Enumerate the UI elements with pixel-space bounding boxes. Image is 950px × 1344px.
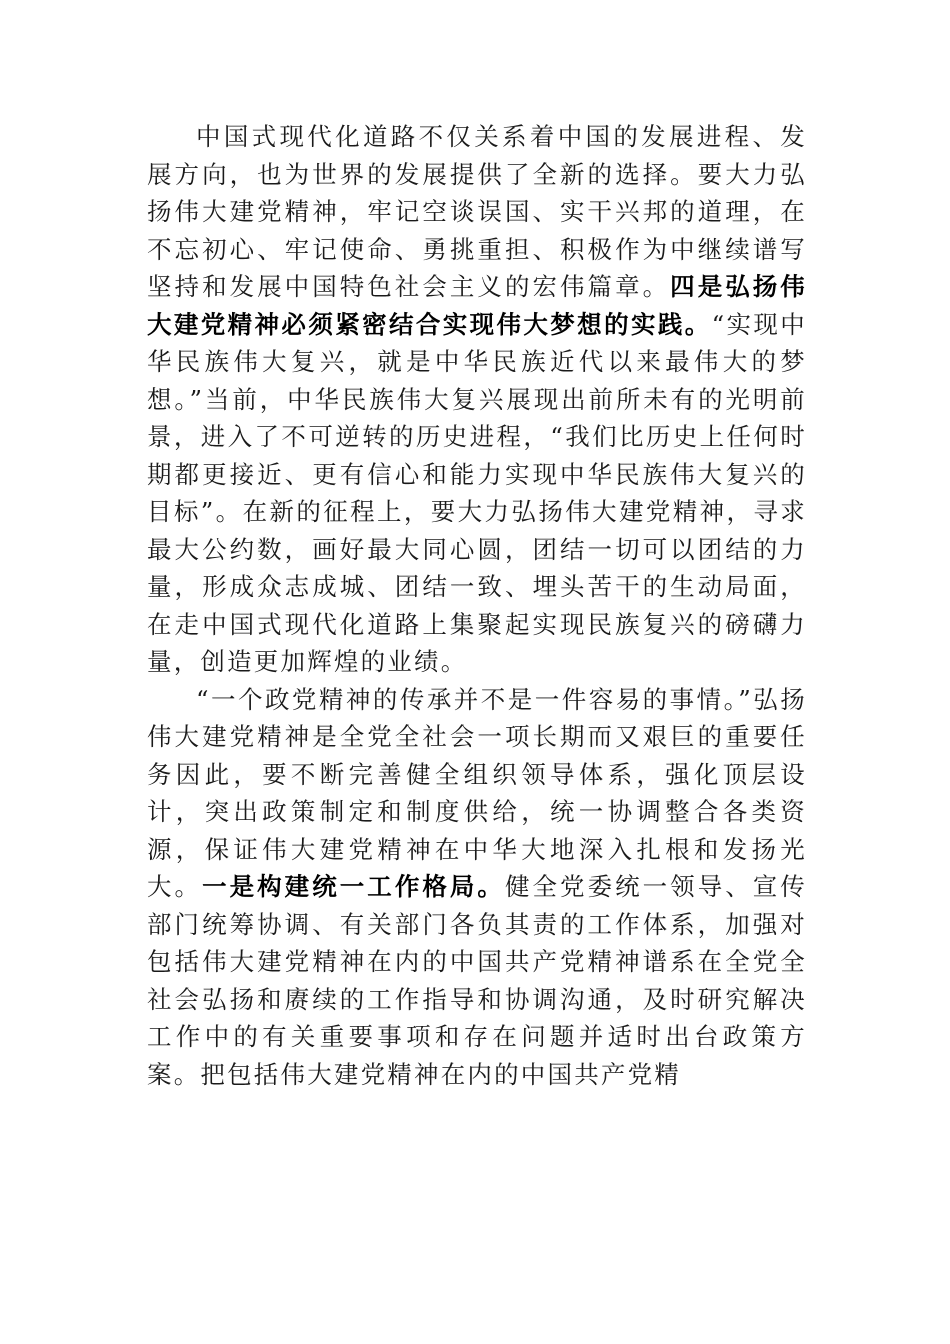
paragraph-2-text-run-1: “一个政党精神的传承并不是一件容易的事情。”弘扬伟大建党精神是全党全社会一项长期而又艰巨的重要任务因此，要不断完善健全组织领导体系，强化顶层设计，突出政策制定和制度供给，统一协调整合各类资源，保证伟大建党精神在中华大地深入扎根和发扬光大。 (147, 684, 807, 901)
paragraph-1-bold-heading: 四是弘扬伟大建党精神必须紧密结合实现伟大梦想的实践。 (147, 272, 807, 339)
paragraph-1-text-run-1: 中国式现代化道路不仅关系着中国的发展进程、发展方向，也为世界的发展提供了全新的选择。要大力弘扬伟大建党精神，牢记空谈误国、实干兴邦的道理，在不忘初心、牢记使命、勇挑重担、积极作为中继续谱写坚持和发展中国特色社会主义的宏伟篇章。 (147, 122, 807, 301)
paragraph-1-text-run-2: “实现中华民族伟大复兴，就是中华民族近代以来最伟大的梦想。”当前，中华民族伟大复兴展现出前所未有的光明前景，进入了不可逆转的历史进程，“我们比历史上任何时期都更接近、更有信心和能力实现中华民族伟大复兴的目标”。在新的征程上，要大力弘扬伟大建党精神，寻求最大公约数，画好最大同心圆，团结一切可以团结的力量，形成众志成城、团结一致、埋头苦干的生动局面，在走中国式现代化道路上集聚起实现民族复兴的磅礴力量，创造更加辉煌的业绩。 (147, 309, 807, 676)
paragraph-2-bold-heading: 一是构建统一工作格局。 (202, 872, 505, 901)
paragraph-2 (147, 681, 807, 1094)
paragraph-1 (147, 118, 807, 681)
document-body (147, 118, 807, 1093)
paragraph-2-text-run-2: 健全党委统一领导、宣传部门统筹协调、有关部门各负其责的工作体系，加强对包括伟大建党精神在内的中国共产党精神谱系在全党全社会弘扬和赓续的工作指导和协调沟通，及时研究解决工作中的有关重要事项和存在问题并适时出台政策方案。把包括伟大建党精神在内的中国共产党精 (147, 872, 808, 1089)
